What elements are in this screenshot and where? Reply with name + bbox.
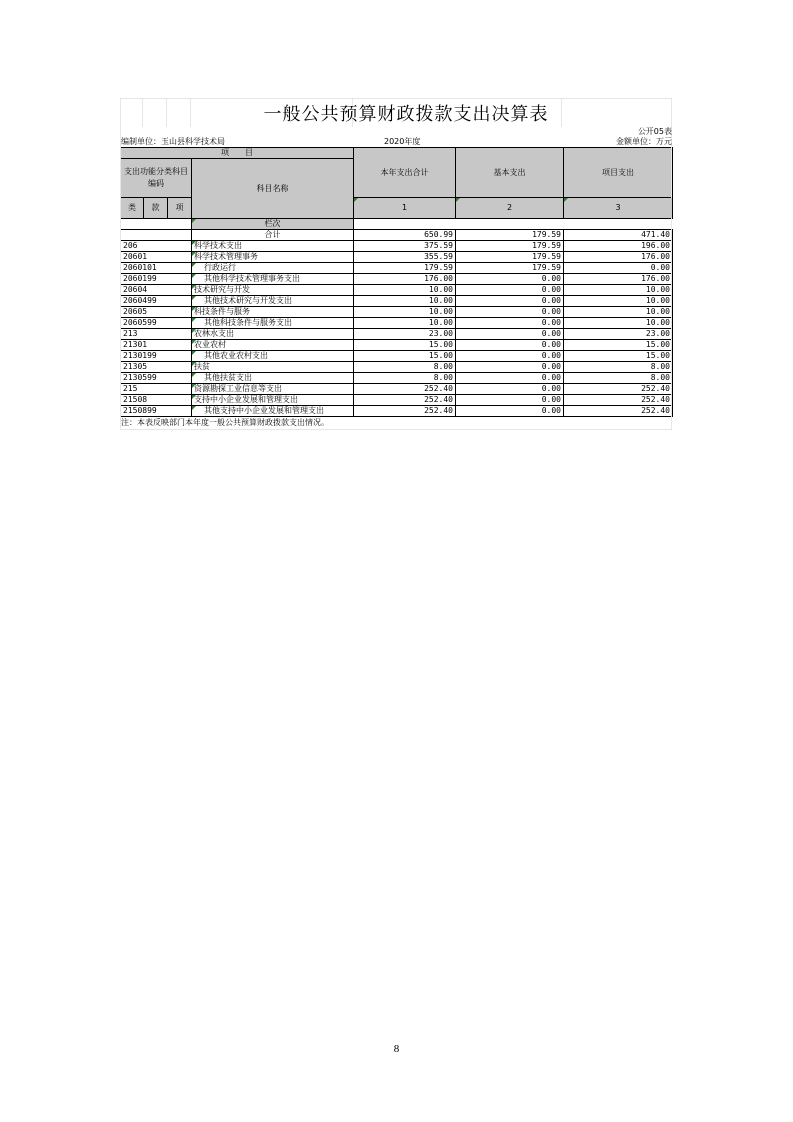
header-total: 本年支出合计 (354, 148, 456, 198)
table-note: 注：本表反映部门本年度一般公共预算财政拨款支出情况。 (120, 417, 672, 430)
amount-unit: 金额单位：万元 (616, 137, 672, 146)
subject-name: 科技条件与服务 (192, 307, 354, 318)
header-basic: 基本支出 (456, 148, 564, 198)
project-expenditure: 252.40 (564, 406, 673, 417)
spreadsheet-page (120, 98, 672, 430)
header-item: 项 目 (121, 148, 354, 159)
table-row (121, 307, 673, 318)
function-code: 2150899 (121, 406, 192, 417)
lanci-row (121, 219, 673, 230)
subject-name: 资源勘探工业信息等支出 (192, 384, 354, 395)
compiling-unit: 编制单位：玉山县科学技术局 (121, 137, 225, 146)
total-expenditure: 176.00 (354, 274, 456, 285)
basic-expenditure: 0.00 (456, 384, 564, 395)
table-row (121, 263, 673, 274)
total-expenditure: 10.00 (354, 318, 456, 329)
header-xiang: 项 (168, 198, 192, 219)
function-code: 206 (121, 241, 192, 252)
column-index-3: 3 (564, 198, 673, 219)
total-expenditure: 23.00 (354, 329, 456, 340)
table-row (121, 241, 673, 252)
total-expenditure: 10.00 (354, 296, 456, 307)
basic-expenditure: 0.00 (456, 307, 564, 318)
basic-expenditure: 0.00 (456, 406, 564, 417)
table-row (121, 340, 673, 351)
total-expenditure: 15.00 (354, 351, 456, 362)
total-expenditure: 15.00 (354, 340, 456, 351)
total-project: 471.40 (564, 230, 673, 241)
header-lanci: 栏次 (192, 219, 354, 230)
total-label: 合计 (192, 230, 354, 241)
table-number-row (120, 127, 672, 137)
table-row (121, 296, 673, 307)
project-expenditure: 15.00 (564, 340, 673, 351)
total-row (121, 230, 673, 241)
project-expenditure: 176.00 (564, 252, 673, 263)
basic-expenditure: 0.00 (456, 340, 564, 351)
basic-expenditure: 0.00 (456, 274, 564, 285)
function-code: 21301 (121, 340, 192, 351)
function-code: 20604 (121, 285, 192, 296)
project-expenditure: 23.00 (564, 329, 673, 340)
basic-expenditure: 0.00 (456, 395, 564, 406)
project-expenditure: 8.00 (564, 373, 673, 384)
total-expenditure: 8.00 (354, 373, 456, 384)
expenditure-table (120, 147, 673, 417)
basic-expenditure: 0.00 (456, 362, 564, 373)
total-expenditure: 355.59 (354, 252, 456, 263)
basic-expenditure: 179.59 (456, 252, 564, 263)
basic-expenditure: 0.00 (456, 318, 564, 329)
project-expenditure: 252.40 (564, 395, 673, 406)
subject-name: 农林水支出 (192, 329, 354, 340)
function-code: 2060101 (121, 263, 192, 274)
basic-expenditure: 179.59 (456, 241, 564, 252)
function-code: 21305 (121, 362, 192, 373)
basic-expenditure: 0.00 (456, 285, 564, 296)
project-expenditure: 10.00 (564, 285, 673, 296)
header-row-1 (121, 148, 673, 159)
subject-name: 其他技术研究与开发支出 (192, 296, 354, 307)
meta-row (120, 137, 672, 147)
table-number: 公开05表 (637, 127, 672, 136)
fiscal-year: 2020年度 (384, 137, 421, 146)
page-number: 8 (393, 1043, 400, 1055)
header-project: 项目支出 (564, 148, 673, 198)
subject-name: 其他支持中小企业发展和管理支出 (192, 406, 354, 417)
subject-name: 其他科学技术管理事务支出 (192, 274, 354, 285)
function-code: 21508 (121, 395, 192, 406)
page-title: 一般公共预算财政拨款支出决算表 (263, 104, 549, 125)
project-expenditure: 8.00 (564, 362, 673, 373)
function-code: 2060599 (121, 318, 192, 329)
header-lei: 类 (121, 198, 144, 219)
table-row (121, 285, 673, 296)
table-row (121, 318, 673, 329)
table-row (121, 274, 673, 285)
function-code: 20601 (121, 252, 192, 263)
table-row (121, 329, 673, 340)
function-code: 2060199 (121, 274, 192, 285)
project-expenditure: 252.40 (564, 384, 673, 395)
basic-expenditure: 0.00 (456, 329, 564, 340)
project-expenditure: 10.00 (564, 296, 673, 307)
column-index-2: 2 (456, 198, 564, 219)
total-basic: 179.59 (456, 230, 564, 241)
subject-name: 扶贫 (192, 362, 354, 373)
table-row (121, 406, 673, 417)
header-kuan: 款 (144, 198, 168, 219)
total-amount: 650.99 (354, 230, 456, 241)
subject-name: 其他扶贫支出 (192, 373, 354, 384)
basic-expenditure: 179.59 (456, 263, 564, 274)
basic-expenditure: 0.00 (456, 296, 564, 307)
project-expenditure: 176.00 (564, 274, 673, 285)
function-code: 20605 (121, 307, 192, 318)
function-code: 215 (121, 384, 192, 395)
function-code: 2130599 (121, 373, 192, 384)
title-row (120, 98, 672, 127)
header-func-class: 支出功能分类科目编码 (121, 159, 192, 198)
subject-name: 其他农业农村支出 (192, 351, 354, 362)
table-row (121, 384, 673, 395)
header-subject-name: 科目名称 (192, 159, 354, 219)
table-row (121, 362, 673, 373)
project-expenditure: 0.00 (564, 263, 673, 274)
subject-name: 行政运行 (192, 263, 354, 274)
project-expenditure: 10.00 (564, 318, 673, 329)
table-row (121, 252, 673, 263)
total-expenditure: 375.59 (354, 241, 456, 252)
subject-name: 其他科技条件与服务支出 (192, 318, 354, 329)
total-expenditure: 10.00 (354, 285, 456, 296)
subject-name: 科学技术管理事务 (192, 252, 354, 263)
subject-name: 支持中小企业发展和管理支出 (192, 395, 354, 406)
basic-expenditure: 0.00 (456, 373, 564, 384)
project-expenditure: 15.00 (564, 351, 673, 362)
subject-name: 科学技术支出 (192, 241, 354, 252)
table-row (121, 373, 673, 384)
subject-name: 农业农村 (192, 340, 354, 351)
total-expenditure: 8.00 (354, 362, 456, 373)
function-code: 2060499 (121, 296, 192, 307)
function-code: 213 (121, 329, 192, 340)
total-expenditure: 252.40 (354, 406, 456, 417)
table-row (121, 395, 673, 406)
subject-name: 技术研究与开发 (192, 285, 354, 296)
total-expenditure: 252.40 (354, 384, 456, 395)
basic-expenditure: 0.00 (456, 351, 564, 362)
total-expenditure: 10.00 (354, 307, 456, 318)
project-expenditure: 10.00 (564, 307, 673, 318)
total-expenditure: 179.59 (354, 263, 456, 274)
total-expenditure: 252.40 (354, 395, 456, 406)
project-expenditure: 196.00 (564, 241, 673, 252)
function-code: 2130199 (121, 351, 192, 362)
column-index-1: 1 (354, 198, 456, 219)
table-row (121, 351, 673, 362)
